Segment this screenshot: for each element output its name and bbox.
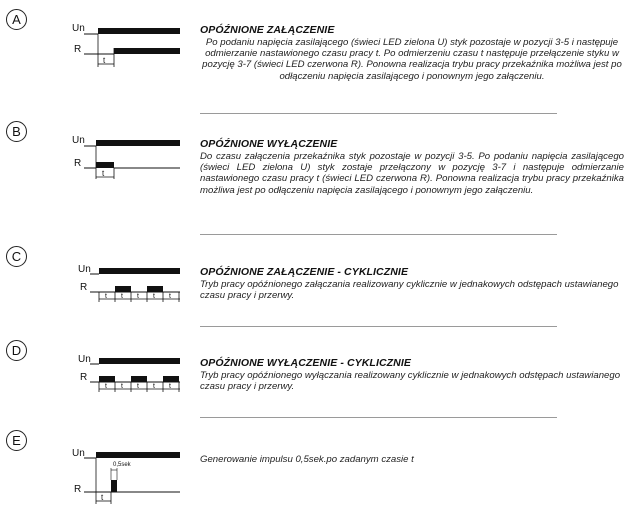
un-label: Un xyxy=(78,354,91,365)
un-signal xyxy=(99,358,180,364)
un-signal xyxy=(96,452,180,458)
section-d-title: OPÓŹNIONE WYŁĄCZENIE - CYKLICZNIE xyxy=(200,357,411,369)
t-label: t xyxy=(169,383,171,390)
section-a-title: OPÓŹNIONE ZAŁĄCZENIE xyxy=(200,24,335,36)
section-d-description: Tryb pracy opóźnionego wyłączania realizowany cyklicznie w jednakowych odstępach ustawianego czasu pracy i przerwy. xyxy=(200,370,621,393)
t-label: t xyxy=(105,383,107,390)
t-label: t xyxy=(153,293,155,300)
t-label: t xyxy=(121,383,123,390)
t-label: t xyxy=(137,293,139,300)
timing-diagram-b xyxy=(70,132,190,184)
r-label: R xyxy=(74,484,82,495)
r-label: R xyxy=(80,372,88,383)
un-label: Un xyxy=(72,135,85,146)
un-signal xyxy=(96,140,180,146)
section-divider xyxy=(200,234,557,235)
r-pulse xyxy=(131,376,147,382)
section-divider xyxy=(200,326,557,327)
t-label: t xyxy=(103,56,106,65)
un-signal xyxy=(99,268,180,274)
section-a-description: Po podaniu napięcia zasilającego (świeci LED zielona U) styk pozostaje w pozycji 3-5 i następuje odmierzanie nastawionego czasu pracy t. Po odmierzeniu czasu t następuje przełączenie styku w pozycję 3-7 (świeci LED czerwona R). Ponowna realizacja trybu pracy przekaźnika możliwa jest po odłączeniu napięcia zasilającego i ponownym jego załączeniu. xyxy=(202,37,622,82)
timing-diagram-c xyxy=(70,262,190,304)
r-signal xyxy=(114,48,180,54)
t-label: t xyxy=(101,493,104,502)
r-pulse xyxy=(111,480,117,492)
section-c-title: OPÓŹNIONE ZAŁĄCZENIE - CYKLICZNIE xyxy=(200,266,409,278)
timing-diagram-e xyxy=(70,446,190,508)
t-label: t xyxy=(102,169,105,178)
t-label: t xyxy=(153,383,155,390)
section-b-description: Do czasu załączenia przekaźnika styk pozostaje w pozycji 3-5. Po podaniu napięcia zasilającego (świeci LED zielona U) styk zostaje przełączony w pozycję 3-7 i następuje odmierzanie nastawionego czasu pracy t (świeci LED czerwona R). Ponowna realizacja trybu pracy przekaźnika możliwa jest po odłączeniu napięcia zasilającego i ponownym jego załączeniu. xyxy=(200,151,624,196)
section-b-title: OPÓŹNIONE WYŁĄCZENIE xyxy=(200,138,338,150)
t-label: t xyxy=(169,293,171,300)
t-label: t xyxy=(105,293,107,300)
r-label: R xyxy=(80,282,88,293)
timing-diagram-d xyxy=(70,352,190,394)
section-divider xyxy=(200,417,557,418)
r-pulse xyxy=(163,376,179,382)
pulse-duration-label: 0,5sek xyxy=(113,462,131,468)
section-d-badge: D xyxy=(6,340,27,361)
section-b-badge: B xyxy=(6,121,27,142)
r-pulse xyxy=(115,286,131,292)
section-c-badge: C xyxy=(6,246,27,267)
r-label: R xyxy=(74,158,82,169)
section-e-description: Generowanie impulsu 0,5sek.po zadanym czasie t xyxy=(200,454,414,465)
r-pulse xyxy=(99,376,115,382)
r-signal xyxy=(96,162,114,168)
t-label: t xyxy=(121,293,123,300)
timing-diagram-a xyxy=(70,20,190,72)
un-label: Un xyxy=(72,23,85,34)
section-a-badge: A xyxy=(6,9,27,30)
r-label: R xyxy=(74,44,82,55)
un-label: Un xyxy=(72,448,85,459)
un-label: Un xyxy=(78,264,91,275)
section-c-description: Tryb pracy opóźnionego załączania realizowany cyklicznie w jednakowych odstępach ustawianego czasu pracy i przerwy. xyxy=(200,279,619,302)
r-pulse xyxy=(147,286,163,292)
un-signal xyxy=(98,28,180,34)
t-label: t xyxy=(137,383,139,390)
section-divider xyxy=(200,113,557,114)
section-e-badge: E xyxy=(6,430,27,451)
